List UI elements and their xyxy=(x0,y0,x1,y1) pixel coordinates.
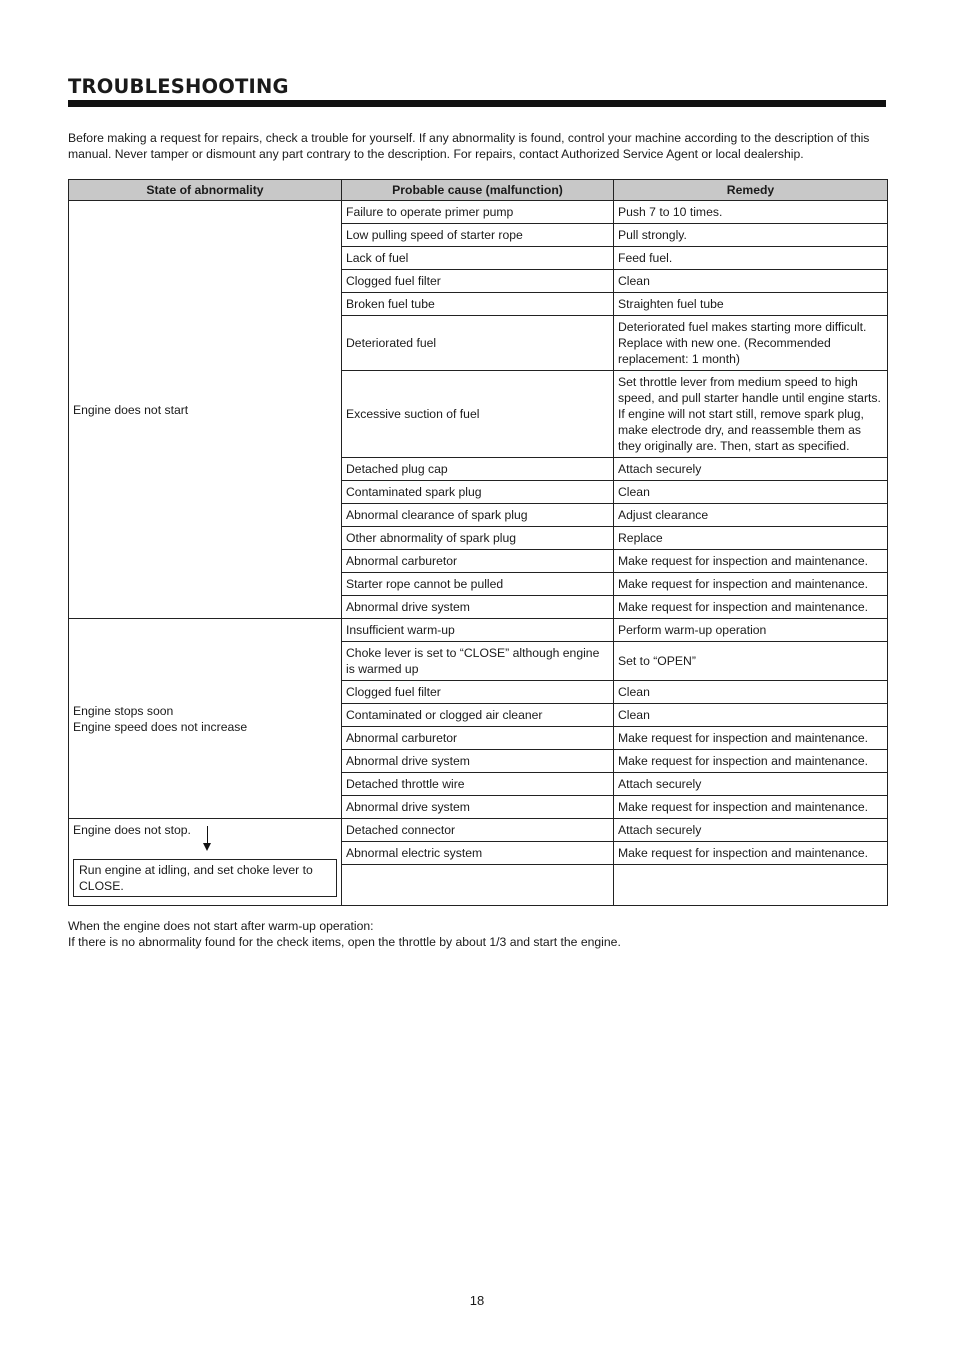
down-arrow-icon xyxy=(73,838,337,854)
footnote-line: If there is no abnormality found for the check items, open the throttle by about 1/3 and start the engine. xyxy=(68,935,621,949)
cause-cell: Contaminated or clogged air cleaner xyxy=(342,704,614,727)
state-line: Engine speed does not increase xyxy=(73,719,248,734)
footnote-line: When the engine does not start after warm-up operation: xyxy=(68,919,374,933)
remedy-cell: Set throttle lever from medium speed to high speed, and pull starter handle until engine starts. If engine will not start still, remove spark plug, make electrode dry, and reassemble them as they originally are. Then, start as specified. xyxy=(614,371,888,458)
table-header-row xyxy=(69,180,888,201)
cause-cell: Abnormal carburetor xyxy=(342,727,614,750)
remedy-cell: Clean xyxy=(614,481,888,504)
remedy-cell: Feed fuel. xyxy=(614,247,888,270)
table-row xyxy=(69,819,888,842)
remedy-cell: Push 7 to 10 times. xyxy=(614,201,888,224)
cause-cell: Abnormal drive system xyxy=(342,750,614,773)
remedy-cell: Make request for inspection and maintenance. xyxy=(614,727,888,750)
state-line: Engine does not stop. xyxy=(73,823,191,837)
remedy-cell: Make request for inspection and maintenance. xyxy=(614,573,888,596)
cause-cell: Clogged fuel filter xyxy=(342,270,614,293)
page-title: TROUBLESHOOTING xyxy=(68,75,289,98)
remedy-cell: Perform warm-up operation xyxy=(614,619,888,642)
remedy-cell: Straighten fuel tube xyxy=(614,293,888,316)
header-state: State of abnormality xyxy=(69,180,342,201)
remedy-cell: Attach securely xyxy=(614,819,888,842)
remedy-cell: Clean xyxy=(614,681,888,704)
remedy-cell: Make request for inspection and maintenance. xyxy=(614,550,888,573)
cause-cell: Lack of fuel xyxy=(342,247,614,270)
remedy-cell: Clean xyxy=(614,704,888,727)
cause-cell: Detached connector xyxy=(342,819,614,842)
title-rule xyxy=(68,100,886,107)
cause-cell: Insufficient warm-up xyxy=(342,619,614,642)
cause-cell: Abnormal clearance of spark plug xyxy=(342,504,614,527)
remedy-cell: Set to “OPEN” xyxy=(614,642,888,681)
cause-cell: Abnormal drive system xyxy=(342,596,614,619)
remedy-cell: Attach securely xyxy=(614,773,888,796)
remedy-cell: Adjust clearance xyxy=(614,504,888,527)
state-engine-stops-soon xyxy=(69,619,342,819)
remedy-cell: Clean xyxy=(614,270,888,293)
header-remedy: Remedy xyxy=(614,180,888,201)
cause-cell: Broken fuel tube xyxy=(342,293,614,316)
state-line: Engine stops soon xyxy=(73,703,174,718)
empty-cell xyxy=(614,865,888,906)
remedy-cell: Pull strongly. xyxy=(614,224,888,247)
cause-cell: Clogged fuel filter xyxy=(342,681,614,704)
remedy-cell: Make request for inspection and maintenance. xyxy=(614,596,888,619)
boxed-note: Run engine at idling, and set choke lever to CLOSE. xyxy=(73,859,337,897)
cause-cell: Detached throttle wire xyxy=(342,773,614,796)
remedy-cell: Make request for inspection and maintenance. xyxy=(614,796,888,819)
remedy-cell: Replace xyxy=(614,527,888,550)
troubleshooting-table xyxy=(68,179,888,906)
cause-cell: Detached plug cap xyxy=(342,458,614,481)
cause-cell: Contaminated spark plug xyxy=(342,481,614,504)
table-row xyxy=(69,619,888,642)
cause-cell: Failure to operate primer pump xyxy=(342,201,614,224)
remedy-cell: Attach securely xyxy=(614,458,888,481)
cause-cell: Starter rope cannot be pulled xyxy=(342,573,614,596)
footnote xyxy=(68,918,890,950)
cause-cell: Low pulling speed of starter rope xyxy=(342,224,614,247)
table-row xyxy=(69,201,888,224)
empty-cell xyxy=(342,865,614,906)
cause-cell: Choke lever is set to “CLOSE” although engine is warmed up xyxy=(342,642,614,681)
state-engine-does-not-stop xyxy=(69,819,342,906)
header-cause: Probable cause (malfunction) xyxy=(342,180,614,201)
cause-cell: Abnormal carburetor xyxy=(342,550,614,573)
cause-cell: Deteriorated fuel xyxy=(342,316,614,371)
cause-cell: Excessive suction of fuel xyxy=(342,371,614,458)
cause-cell: Abnormal electric system xyxy=(342,842,614,865)
page-number: 18 xyxy=(469,1293,485,1308)
cause-cell: Abnormal drive system xyxy=(342,796,614,819)
remedy-cell: Make request for inspection and maintenance. xyxy=(614,842,888,865)
remedy-cell: Deteriorated fuel makes starting more difficult. Replace with new one. (Recommended replacement: 1 month) xyxy=(614,316,888,371)
intro-paragraph: Before making a request for repairs, check a trouble for yourself. If any abnormality is found, control your machine according to the description of this manual. Never tamper or dismount any part contrary to the description. For repairs, contact Authorized Service Agent or local dealership. xyxy=(68,131,870,161)
state-engine-does-not-start: Engine does not start xyxy=(69,201,342,619)
cause-cell: Other abnormality of spark plug xyxy=(342,527,614,550)
remedy-cell: Make request for inspection and maintenance. xyxy=(614,750,888,773)
